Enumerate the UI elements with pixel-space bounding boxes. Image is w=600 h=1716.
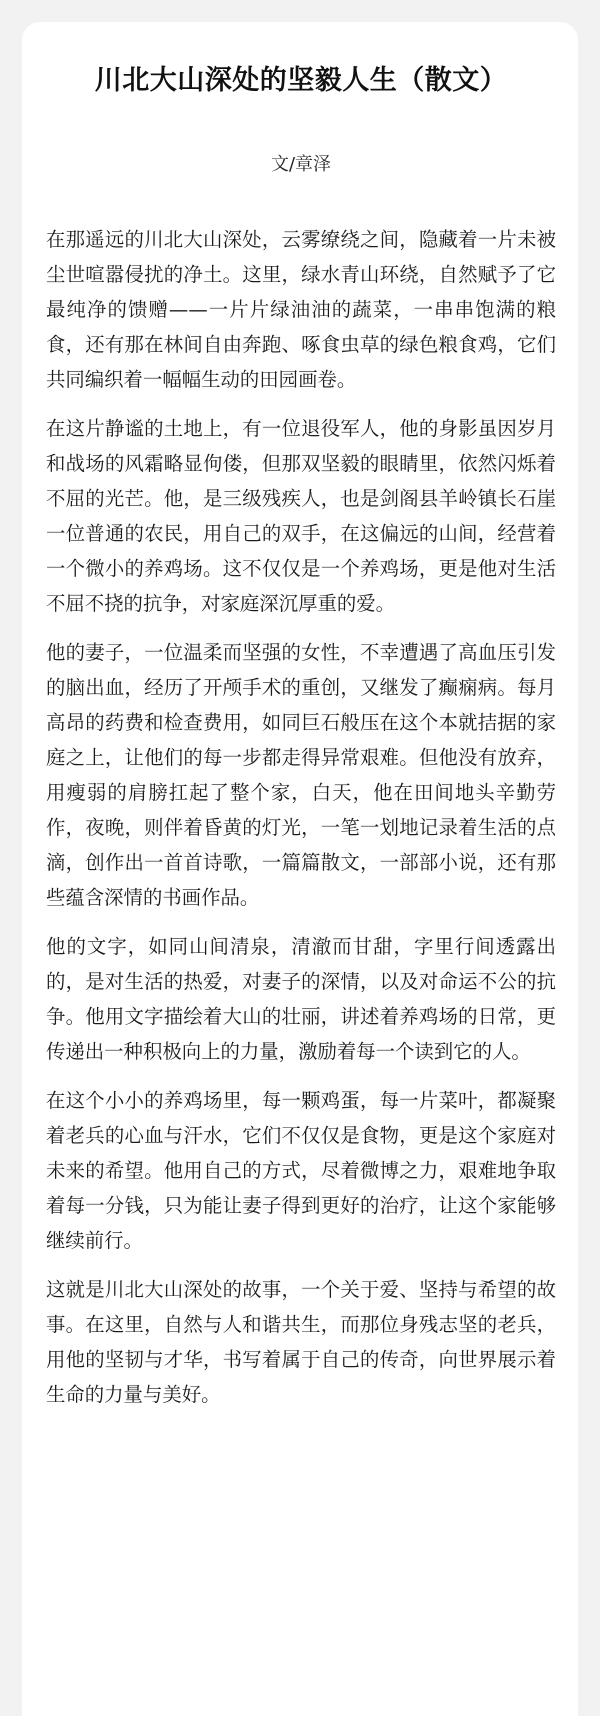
article-card (22, 22, 578, 1716)
article-author: 文/章泽 (270, 154, 332, 175)
article-body (46, 222, 556, 1412)
paragraph-4: 他的文字，如同山间清泉，清澈而甘甜，字里行间透露出的，是对生活的热爱，对妻子的深情，以及对命运不公的抗争。他用文字描绘着大山的壮丽，讲述着养鸡场的日常，更传递出一种积极向上的力量，激励着每一个读到它的人。 (46, 935, 556, 1063)
paragraph-5: 在这个小小的养鸡场里，每一颗鸡蛋，每一片菜叶，都凝聚着老兵的心血与汗水，它们不仅仅是食物，更是这个家庭对未来的希望。他用自己的方式，尽着微博之力，艰难地争取着每一分钱，只为能让妻子得到更好的治疗，让这个家能够继续前行。 (46, 1089, 556, 1252)
paragraph-2: 在这片静谧的土地上，有一位退役军人，他的身影虽因岁月和战场的风霜略显佝偻，但那双坚毅的眼睛里，依然闪烁着不屈的光芒。他，是三级残疾人，也是剑阁县羊岭镇长石崖一位普通的农民，用自己的双手，在这偏远的山间，经营着一个微小的养鸡场。这不仅仅是一个养鸡场，更是他对生活不屈不挠的抗争，对家庭深沉厚重的爱。 (46, 417, 556, 615)
paragraph-1: 在那遥远的川北大山深处，云雾缭绕之间，隐藏着一片未被尘世喧嚣侵扰的净土。这里，绿水青山环绕，自然赋予了它最纯净的馈赠——一片片绿油油的蔬菜，一串串饱满的粮食，还有那在林间自由奔跑、啄食虫草的绿色粮食鸡，它们共同编织着一幅幅生动的田园画卷。 (46, 228, 556, 391)
article-title: 川北大山深处的坚毅人生（散文） (94, 65, 508, 96)
paragraph-3: 他的妻子，一位温柔而坚强的女性，不幸遭遇了高血压引发的脑出血，经历了开颅手术的重创，又继发了癫痫病。每月高昂的药费和检查费用，如同巨石般压在这个本就拮据的家庭之上，让他们的每一步都走得异常艰难。但他没有放弃，用瘦弱的肩膀扛起了整个家，白天，他在田间地头辛勤劳作，夜晚，则伴着昏黄的灯光，一笔一划地记录着生活的点滴，创作出一首首诗歌，一篇篇散文，一部部小说，还有那些蕴含深情的书画作品。 (46, 641, 556, 909)
paragraph-6: 这就是川北大山深处的故事，一个关于爱、坚持与希望的故事。在这里，自然与人和谐共生，而那位身残志坚的老兵，用他的坚韧与才华，书写着属于自己的传奇，向世界展示着生命的力量与美好。 (46, 1278, 556, 1406)
